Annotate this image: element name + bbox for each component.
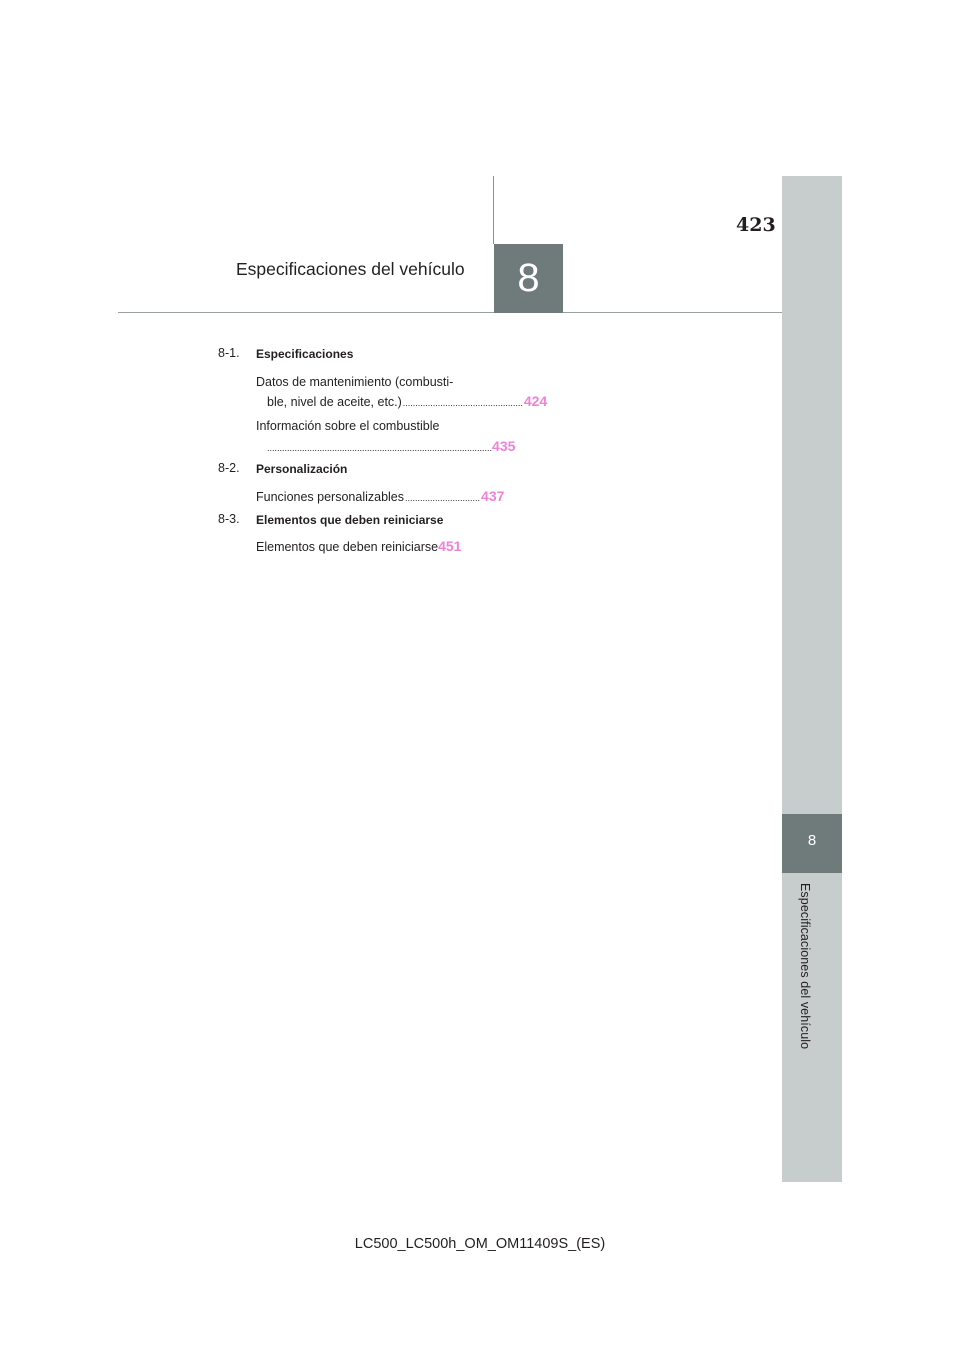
header-rule	[118, 312, 782, 313]
leader-dots: ..........................................................................................	[267, 443, 493, 453]
header-divider-vertical	[493, 176, 494, 244]
section-number: 8-3.	[218, 512, 240, 526]
toc-entry-line[interactable]: Datos de mantenimiento (combusti-	[256, 375, 454, 389]
page-link[interactable]: 424	[523, 393, 548, 409]
document-code: LC500_LC500h_OM_OM11409S_(ES)	[354, 1236, 606, 1252]
page-link[interactable]: 435	[492, 438, 516, 454]
toc-entry-line[interactable]: Información sobre el combustible	[256, 419, 440, 433]
section-title[interactable]: Especificaciones	[256, 347, 354, 361]
page-link[interactable]: 451	[438, 538, 462, 554]
toc-entry[interactable]	[256, 536, 467, 557]
toc-entry-line: Elementos que deben reiniciarse	[256, 540, 439, 554]
toc-entry[interactable]	[256, 486, 505, 508]
side-strip	[782, 176, 842, 1182]
leader-dots: ..............................	[405, 493, 481, 503]
toc-entry-line: Funciones personalizables	[256, 490, 405, 504]
toc-entry-line: ble, nivel de aceite, etc.)	[267, 395, 402, 409]
leader-dots: ................................................	[402, 398, 523, 408]
toc-entry[interactable]	[267, 391, 548, 413]
page-number: 423	[736, 214, 776, 236]
section-number: 8-1.	[218, 346, 240, 360]
section-number: 8-2.	[218, 461, 240, 475]
toc-entry[interactable]	[267, 436, 516, 458]
side-chapter-label: Especificaciones del vehículo	[798, 883, 812, 1050]
side-tab-number: 8	[807, 832, 817, 849]
section-title[interactable]: Personalización	[256, 462, 348, 476]
page-link[interactable]: 437	[481, 488, 505, 504]
chapter-title: Especificaciones del vehículo	[236, 259, 465, 279]
chapter-number: 8	[517, 256, 540, 300]
section-title[interactable]: Elementos que deben reiniciarse	[256, 513, 444, 527]
